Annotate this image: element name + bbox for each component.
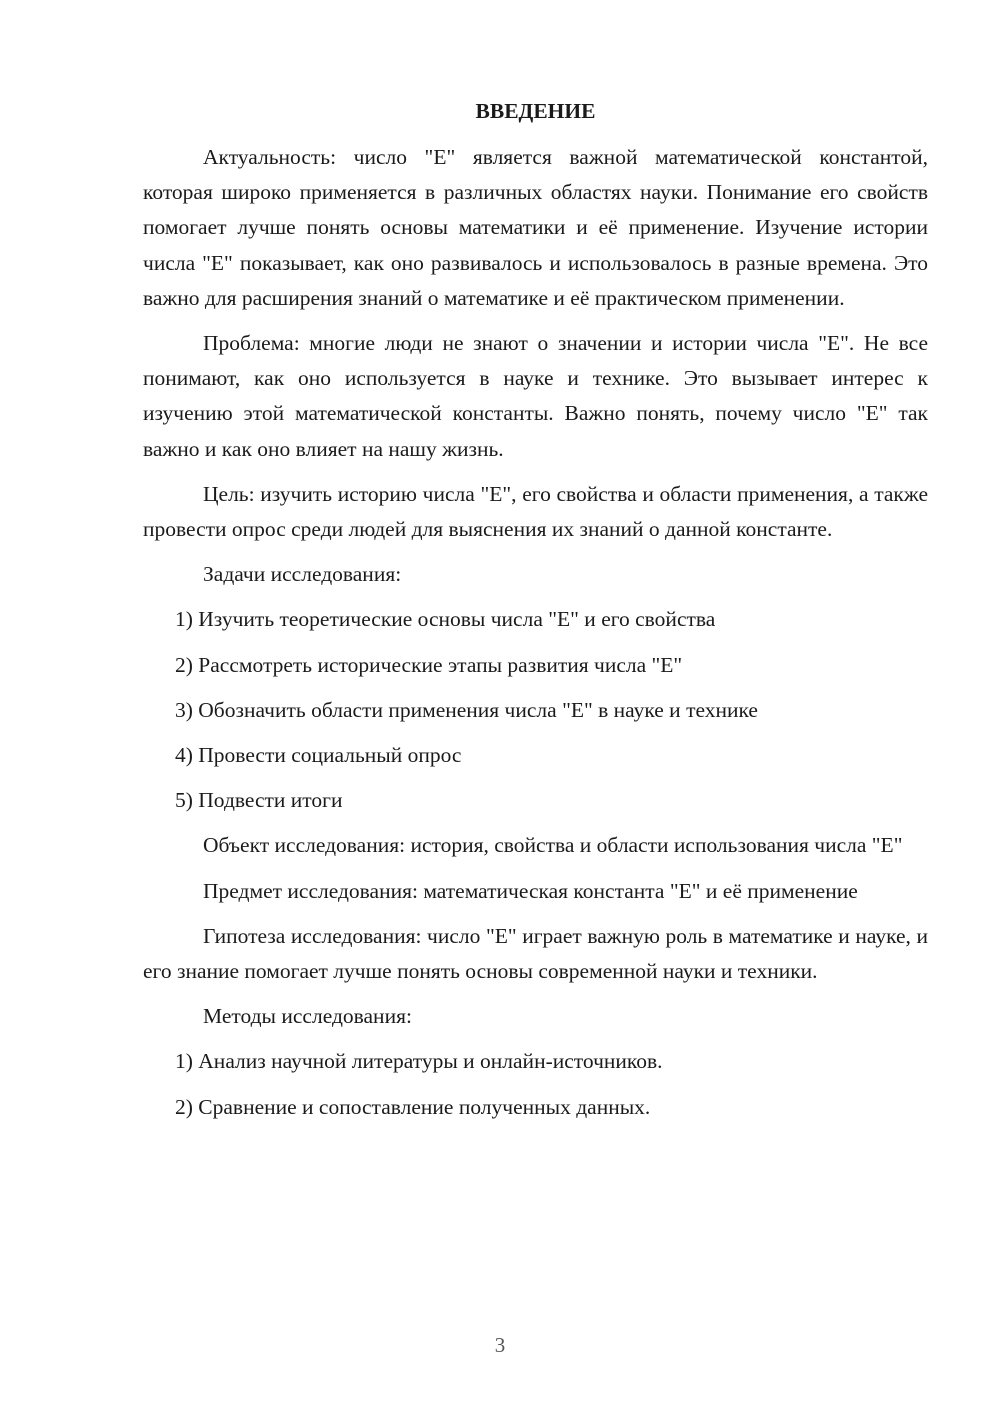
list-item: 1) Изучить теоретические основы числа "E" и его свойства [175, 607, 716, 632]
document-page [143, 94, 928, 1135]
methods-title: Методы исследования: [203, 1004, 412, 1029]
paragraph-goal: Цель: изучить историю числа "E", его свойства и области применения, а также провести опрос среди людей для выяснения их знаний о данной константе. [143, 481, 928, 542]
list-item: 5) Подвести итоги [175, 788, 343, 813]
section-heading: ВВЕДЕНИЕ [475, 99, 596, 123]
list-item: 4) Провести социальный опрос [175, 743, 462, 768]
list-item: 3) Обозначить области применения числа "E" в науке и технике [175, 697, 758, 722]
tasks-title: Задачи исследования: [203, 562, 402, 587]
paragraph-object: Объект исследования: история, свойства и области использования числа "E" [203, 833, 903, 858]
tasks-list [143, 602, 928, 818]
paragraph-relevance: Актуальность: число "E" является важной математической константой, которая широко применяется в различных областях науки. Понимание его свойств помогает лучше понять основы математики и её применение. Изучение истории числа "E" показывает, как оно развивалось и использовалось в разные времена. Это важно для расширения знаний о математике и её практическом применении. [143, 145, 928, 310]
paragraph-problem: Проблема: многие люди не знают о значении и истории числа "E". Не все понимают, как оно используется в науке и технике. Это вызывает интерес к изучению этой математической константы. Важно понять, почему число "E" так важно и как оно влияет на нашу жизнь. [143, 331, 928, 461]
methods-list [143, 1044, 928, 1124]
list-item: 1) Анализ научной литературы и онлайн-источников. [175, 1049, 663, 1074]
list-item: 2) Сравнение и сопоставление полученных данных. [175, 1094, 651, 1119]
paragraph-subject: Предмет исследования: математическая константа "E" и её применение [203, 878, 858, 903]
page-number: 3 [494, 1333, 506, 1357]
paragraph-hypothesis: Гипотеза исследования: число "E" играет важную роль в математике и науке, и его знание помогает лучше понять основы современной науки и техники. [143, 923, 928, 984]
list-item: 2) Рассмотреть исторические этапы развития числа "E" [175, 652, 683, 677]
